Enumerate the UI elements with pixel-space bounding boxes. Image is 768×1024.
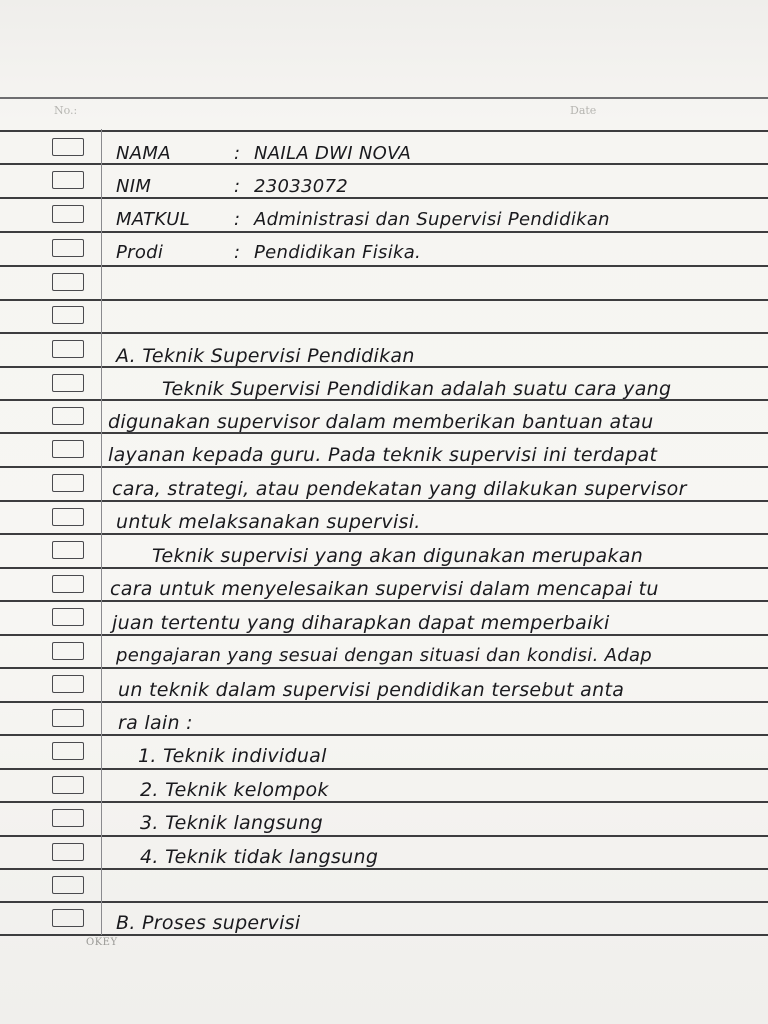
margin-checkbox[interactable] <box>52 541 84 559</box>
identity-value: Administrasi dan Supervisi Pendidikan <box>254 209 610 230</box>
text-line: Teknik supervisi yang akan digunakan merupakan <box>152 545 644 567</box>
identity-row-prodi <box>116 242 421 264</box>
header-number-label: No.: <box>54 104 78 117</box>
margin-checkbox[interactable] <box>52 407 84 425</box>
ruled-line <box>0 600 768 602</box>
ruled-line <box>0 97 768 99</box>
margin-checkbox[interactable] <box>52 843 84 861</box>
ruled-line <box>0 130 768 132</box>
text-line: digunakan supervisor dalam memberikan bantuan atau <box>108 411 654 433</box>
identity-separator: : <box>234 143 241 164</box>
text-line: ra lain : <box>118 712 193 734</box>
list-item: 3. Teknik langsung <box>140 812 323 834</box>
margin-checkbox[interactable] <box>52 239 84 257</box>
identity-value: Pendidikan Fisika. <box>254 242 422 263</box>
ruled-line <box>0 768 768 770</box>
ruled-line <box>0 500 768 502</box>
section-a-heading: A. Teknik Supervisi Pendidikan <box>116 345 415 367</box>
identity-label: NIM <box>116 176 152 197</box>
margin-checkbox[interactable] <box>52 709 84 727</box>
identity-label: Prodi <box>116 242 164 263</box>
list-item: 1. Teknik individual <box>138 745 327 767</box>
ruled-line <box>0 231 768 233</box>
text-line: cara untuk menyelesaikan supervisi dalam mencapai tu <box>110 578 659 600</box>
ruled-line <box>0 533 768 535</box>
margin-checkbox[interactable] <box>52 508 84 526</box>
ruled-line <box>0 701 768 703</box>
ruled-line <box>0 332 768 334</box>
identity-row-name <box>116 143 411 165</box>
identity-value: NAILA DWI NOVA <box>254 143 412 164</box>
margin-checkbox[interactable] <box>52 776 84 794</box>
ruled-line <box>0 265 768 267</box>
ruled-line <box>0 466 768 468</box>
margin-checkbox[interactable] <box>52 440 84 458</box>
list-item: 4. Teknik tidak langsung <box>140 846 379 868</box>
ruled-line <box>0 901 768 903</box>
identity-value: 23033072 <box>254 176 349 197</box>
text-line: untuk melaksanakan supervisi. <box>116 511 421 533</box>
text-line: un teknik dalam supervisi pendidikan tersebut anta <box>118 679 625 701</box>
header-date-label: Date <box>570 104 597 117</box>
text-line: pengajaran yang sesuai dengan situasi dan kondisi. Adap <box>116 645 653 666</box>
margin-checkbox[interactable] <box>52 675 84 693</box>
margin-checkbox[interactable] <box>52 575 84 593</box>
ruled-line <box>0 734 768 736</box>
margin-checkbox[interactable] <box>52 205 84 223</box>
identity-label: MATKUL <box>116 209 191 230</box>
list-item: 2. Teknik kelompok <box>140 779 329 801</box>
identity-separator: : <box>234 209 241 230</box>
identity-row-matkul <box>116 209 610 231</box>
ruled-line <box>0 934 768 936</box>
ruled-line <box>0 667 768 669</box>
ruled-line <box>0 835 768 837</box>
identity-row-nim <box>116 176 348 198</box>
ruled-line <box>0 299 768 301</box>
margin-checkbox[interactable] <box>52 138 84 156</box>
margin-checkbox[interactable] <box>52 340 84 358</box>
margin-checkbox[interactable] <box>52 306 84 324</box>
notebook-brand-logo: OKEY <box>86 937 118 948</box>
margin-checkbox[interactable] <box>52 474 84 492</box>
ruled-line <box>0 801 768 803</box>
margin-checkbox[interactable] <box>52 273 84 291</box>
margin-checkbox[interactable] <box>52 742 84 760</box>
margin-checkbox[interactable] <box>52 374 84 392</box>
margin-checkbox[interactable] <box>52 809 84 827</box>
text-line: Teknik Supervisi Pendidikan adalah suatu cara yang <box>162 378 672 400</box>
margin-line <box>101 129 102 935</box>
ruled-line <box>0 567 768 569</box>
margin-checkbox[interactable] <box>52 909 84 927</box>
identity-separator: : <box>234 176 241 197</box>
ruled-line <box>0 868 768 870</box>
margin-checkbox[interactable] <box>52 171 84 189</box>
section-b-heading: B. Proses supervisi <box>116 912 301 934</box>
ruled-line <box>0 634 768 636</box>
identity-label: NAMA <box>116 143 171 164</box>
margin-checkbox[interactable] <box>52 608 84 626</box>
identity-separator: : <box>234 242 241 263</box>
margin-checkbox[interactable] <box>52 642 84 660</box>
text-line: cara, strategi, atau pendekatan yang dilakukan supervisor <box>112 478 687 500</box>
text-line: juan tertentu yang diharapkan dapat memperbaiki <box>112 612 610 634</box>
text-line: layanan kepada guru. Pada teknik supervisi ini terdapat <box>108 444 658 466</box>
margin-checkbox[interactable] <box>52 876 84 894</box>
